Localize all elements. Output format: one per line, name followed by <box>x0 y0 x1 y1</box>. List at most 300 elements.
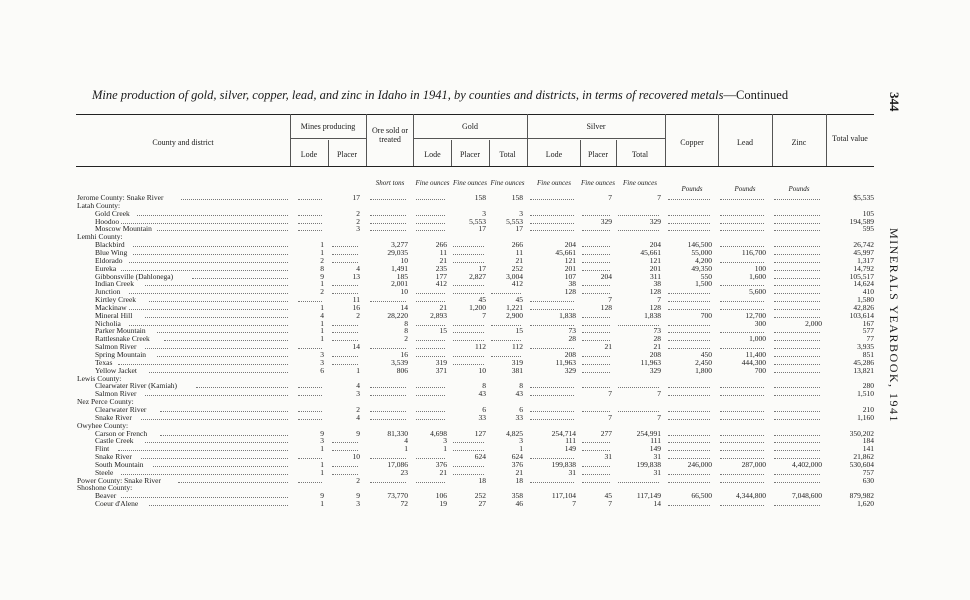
cell-s-total <box>616 382 661 390</box>
cell-zinc <box>772 437 822 445</box>
cell-lode <box>296 390 324 398</box>
cell-placer <box>330 257 360 265</box>
cell-copper <box>666 382 712 390</box>
cell-g-lode: 412 <box>435 280 447 289</box>
cell-ore <box>368 406 408 414</box>
header-silver: Silver <box>586 122 606 131</box>
cell-lode <box>296 194 324 202</box>
cell-value: 595 <box>862 225 874 234</box>
cell-s-lode: 204 <box>564 241 576 250</box>
cell-lead <box>718 280 766 288</box>
cell-g-placer <box>451 257 486 265</box>
cell-s-placer <box>580 469 612 477</box>
cell-zinc <box>772 351 822 359</box>
cell-s-lode <box>528 406 576 414</box>
cell-g-lode: 11 <box>439 248 447 257</box>
header-subrule <box>527 138 665 139</box>
cell-lead <box>718 469 766 477</box>
cell-value: 26,742 <box>853 241 874 250</box>
row-name: Blue Wing <box>95 248 128 257</box>
cell-lead: 300 <box>754 319 766 328</box>
cell-g-placer: 8 <box>482 382 486 391</box>
cell-s-total: 31 <box>653 468 661 477</box>
cell-lead: 11,400 <box>745 351 766 359</box>
cell-lode <box>296 382 324 390</box>
header-divider <box>718 114 719 166</box>
cell-value: 105 <box>862 209 874 218</box>
table-row <box>0 406 970 414</box>
row-name: Power County: Snake River <box>77 476 161 485</box>
cell-ore: 10 <box>400 288 408 297</box>
cell-value: 21,862 <box>853 453 874 462</box>
cell-lead <box>718 194 766 202</box>
dot-leader <box>118 364 289 365</box>
cell-ore <box>368 414 408 422</box>
cell-zinc <box>772 343 822 351</box>
cell-s-total <box>616 225 661 233</box>
row-name: Clearwater River (Kamiah) <box>95 382 178 391</box>
unit-silver-lode: Fine ounces <box>536 179 571 187</box>
cell-lead <box>718 500 766 508</box>
cell-g-total <box>489 320 523 328</box>
cell-placer: 2 <box>356 476 360 485</box>
cell-value: 280 <box>862 382 874 391</box>
cell-g-total: 21 <box>515 468 523 477</box>
cell-lead: 12,700 <box>745 311 766 320</box>
cell-zinc <box>772 367 822 375</box>
dot-leader <box>192 278 288 279</box>
dot-leader <box>141 458 288 459</box>
cell-lode: 6 <box>320 366 324 375</box>
row-name: Snake River <box>95 413 132 422</box>
cell-placer: 2 <box>356 311 360 320</box>
cell-zinc <box>772 390 822 398</box>
cell-zinc <box>772 445 822 453</box>
row-name: Castle Creek <box>95 437 134 446</box>
cell-g-total: 17 <box>515 225 523 234</box>
cell-ore: 16 <box>400 351 408 359</box>
cell-lode: 1 <box>320 327 324 336</box>
cell-placer: 11 <box>352 296 360 305</box>
header-gold-placer: Placer <box>460 150 480 159</box>
cell-s-total: 7 <box>657 296 661 305</box>
cell-copper <box>666 390 712 398</box>
cell-g-lode: 106 <box>435 492 447 501</box>
cell-lode: 4 <box>320 311 324 320</box>
cell-lode <box>296 477 324 485</box>
cell-g-lode: 235 <box>435 264 447 273</box>
cell-s-total: 128 <box>649 288 661 297</box>
cell-lead: 444,300 <box>741 358 766 367</box>
table-top-rule <box>76 114 874 115</box>
dot-leader <box>145 348 288 349</box>
cell-s-placer <box>580 445 612 453</box>
cell-placer: 3 <box>356 225 360 234</box>
table-row <box>0 210 970 218</box>
cell-ore: 73,770 <box>387 492 408 501</box>
cell-g-lode <box>414 210 447 218</box>
cell-g-lode: 371 <box>435 366 447 375</box>
cell-g-lode <box>414 390 447 398</box>
header-copper: Copper <box>680 138 704 147</box>
unit-ore: Short tons <box>375 179 405 187</box>
cell-value: 141 <box>862 445 874 454</box>
table-row <box>0 280 970 288</box>
table-row <box>0 304 970 312</box>
cell-zinc <box>772 304 822 312</box>
cell-g-placer: 33 <box>478 413 486 422</box>
cell-lode <box>296 453 324 461</box>
cell-s-total: 311 <box>650 272 661 281</box>
table-row <box>0 461 970 469</box>
cell-placer: 4 <box>356 413 360 422</box>
header-divider <box>366 114 367 166</box>
table-row <box>0 265 970 273</box>
cell-zinc <box>772 296 822 304</box>
cell-ore: 8 <box>404 327 408 336</box>
cell-g-placer: 17 <box>478 225 486 234</box>
dot-leader <box>129 325 288 326</box>
cell-g-placer: 252 <box>474 492 486 501</box>
dot-leader <box>149 301 288 302</box>
cell-copper <box>666 296 712 304</box>
dot-leader <box>181 199 288 200</box>
header-lead: Lead <box>737 138 753 147</box>
cell-zinc <box>772 225 822 233</box>
county-header-row <box>0 202 970 210</box>
cell-g-placer <box>451 327 486 335</box>
cell-g-total: 21 <box>515 256 523 265</box>
page-number: 344 <box>887 92 902 112</box>
cell-g-lode: 177 <box>435 272 447 281</box>
cell-g-lode <box>414 453 447 461</box>
cell-g-lode <box>414 406 447 414</box>
cell-g-placer: 10 <box>478 366 486 375</box>
cell-placer <box>330 437 360 445</box>
cell-s-total: 201 <box>649 264 661 273</box>
cell-g-total: 5,553 <box>506 217 523 226</box>
cell-g-total: 45 <box>515 296 523 305</box>
cell-value: 42,826 <box>853 303 874 312</box>
cell-copper <box>666 210 712 218</box>
table-row <box>0 351 970 359</box>
cell-g-total: 43 <box>515 390 523 399</box>
cell-lode: 1 <box>320 460 324 469</box>
cell-lead: 100 <box>754 264 766 273</box>
cell-g-lode <box>414 414 447 422</box>
cell-g-total: 381 <box>511 366 523 375</box>
cell-g-total: 252 <box>511 264 523 273</box>
county-header-row <box>0 422 970 430</box>
cell-ore <box>368 225 408 233</box>
cell-s-placer <box>580 265 612 273</box>
cell-placer: 14 <box>352 343 360 352</box>
cell-g-lode <box>414 477 447 485</box>
cell-g-placer: 158 <box>474 194 486 202</box>
cell-lead <box>718 445 766 453</box>
cell-copper <box>666 335 712 343</box>
dot-leader <box>129 309 288 310</box>
cell-s-total: 28 <box>653 335 661 344</box>
cell-g-placer: 43 <box>478 390 486 399</box>
cell-ore: 3,539 <box>391 358 408 367</box>
cell-placer: 16 <box>352 303 360 312</box>
cell-zinc: 7,048,600 <box>792 492 822 501</box>
cell-lead <box>718 453 766 461</box>
cell-s-placer <box>580 335 612 343</box>
cell-ore: 17,086 <box>387 460 408 469</box>
cell-placer <box>330 249 360 257</box>
cell-g-lode: 15 <box>439 327 447 336</box>
cell-copper: 4,200 <box>695 256 712 265</box>
cell-g-placer: 112 <box>475 343 486 352</box>
cell-ore <box>368 382 408 390</box>
dot-leader <box>157 332 289 333</box>
header-gold: Gold <box>462 122 478 131</box>
row-name: Flint <box>95 445 110 454</box>
cell-placer <box>330 469 360 477</box>
cell-g-placer: 6 <box>482 405 486 414</box>
cell-g-placer <box>451 445 486 453</box>
header-gold-lode: Lode <box>424 150 441 159</box>
dot-leader <box>149 505 288 506</box>
cell-lead <box>718 430 766 438</box>
cell-copper <box>666 406 712 414</box>
cell-s-placer <box>580 241 612 249</box>
cell-s-placer: 7 <box>608 194 612 202</box>
cell-s-placer <box>580 288 612 296</box>
cell-placer: 13 <box>352 272 360 281</box>
row-name: Mackinaw <box>95 303 127 312</box>
cell-s-placer <box>580 477 612 485</box>
cell-placer <box>330 327 360 335</box>
cell-g-total: 412 <box>511 280 523 289</box>
cell-value: 577 <box>862 327 874 336</box>
cell-copper: 49,350 <box>691 264 712 273</box>
cell-ore: 81,330 <box>387 429 408 438</box>
cell-s-placer <box>580 312 612 320</box>
cell-g-placer <box>451 437 486 445</box>
cell-s-lode <box>528 343 576 351</box>
cell-g-total: 266 <box>511 241 523 250</box>
cell-lead: 1,000 <box>749 335 766 344</box>
cell-placer: 4 <box>356 264 360 273</box>
cell-lead <box>718 210 766 218</box>
cell-s-lode <box>528 296 576 304</box>
cell-g-total: 8 <box>519 382 523 391</box>
cell-placer <box>330 241 360 249</box>
cell-zinc <box>772 249 822 257</box>
cell-value: 14,624 <box>853 280 874 289</box>
header-bottom-rule <box>76 166 874 167</box>
cell-g-placer: 1,200 <box>469 303 486 312</box>
dot-leader <box>160 411 288 412</box>
cell-copper: 2,450 <box>695 358 712 367</box>
dot-leader <box>141 419 288 420</box>
cell-lead: 1,600 <box>749 272 766 281</box>
cell-s-lode: 121 <box>564 256 576 265</box>
cell-copper <box>666 343 712 351</box>
dot-leader <box>118 450 289 451</box>
row-name: Nez Perce County: <box>77 398 134 407</box>
cell-s-total <box>616 406 661 414</box>
table-row <box>0 390 970 398</box>
header-divider <box>826 114 827 166</box>
table-row <box>0 492 970 500</box>
row-name: Parker Mountain <box>95 327 146 336</box>
cell-lode: 1 <box>320 500 324 509</box>
unit-silver-placer: Fine ounces <box>580 179 615 187</box>
cell-g-lode <box>414 320 447 328</box>
unit-copper: Pounds <box>681 185 703 193</box>
cell-value: $5,535 <box>853 194 874 202</box>
cell-value: 167 <box>862 319 874 328</box>
cell-copper <box>666 304 712 312</box>
row-name: Beaver <box>95 492 117 501</box>
cell-value: 879,982 <box>849 492 874 501</box>
row-name: Junction <box>95 288 121 297</box>
cell-copper <box>666 469 712 477</box>
dot-leader <box>145 442 288 443</box>
cell-ore: 806 <box>396 366 408 375</box>
cell-lode: 1 <box>320 445 324 454</box>
header-divider <box>451 140 452 166</box>
cell-copper: 66,500 <box>691 492 712 501</box>
cell-copper <box>666 453 712 461</box>
cell-g-lode <box>414 218 447 226</box>
cell-copper: 550 <box>700 272 712 281</box>
cell-s-total: 7 <box>657 390 661 399</box>
cell-s-placer: 21 <box>604 343 612 352</box>
cell-s-total: 121 <box>649 256 661 265</box>
cell-s-placer <box>580 367 612 375</box>
dot-leader <box>129 262 288 263</box>
row-name: Mineral Hill <box>95 311 133 320</box>
cell-s-lode: 201 <box>564 264 576 273</box>
row-name: Lemhi County: <box>77 233 123 242</box>
cell-lead <box>718 382 766 390</box>
cell-zinc <box>772 430 822 438</box>
row-name: Steele <box>95 468 114 477</box>
cell-ore <box>368 453 408 461</box>
cell-value: 14,792 <box>853 264 874 273</box>
cell-s-placer <box>580 249 612 257</box>
cell-value: 103,614 <box>849 311 874 320</box>
cell-s-placer: 277 <box>600 429 612 438</box>
table-row <box>0 430 970 438</box>
cell-copper <box>666 430 712 438</box>
dot-leader <box>129 293 288 294</box>
header-ore: Ore sold or treated <box>372 126 408 144</box>
cell-placer <box>330 461 360 469</box>
table-row <box>0 437 970 445</box>
cell-s-total: 21 <box>653 343 661 352</box>
cell-lode <box>296 414 324 422</box>
cell-g-lode: 21 <box>439 256 447 265</box>
cell-ore: 10 <box>400 256 408 265</box>
cell-g-total: 11 <box>515 248 523 257</box>
cell-s-lode <box>528 382 576 390</box>
cell-s-placer: 204 <box>600 272 612 281</box>
cell-ore: 3,277 <box>391 241 408 250</box>
dot-leader <box>160 435 288 436</box>
cell-s-placer <box>580 280 612 288</box>
dot-leader <box>121 270 288 271</box>
row-name: Yellow Jacket <box>95 366 137 375</box>
header-divider <box>290 114 291 166</box>
unit-gold-placer: Fine ounces <box>452 179 487 187</box>
row-name: Texas <box>95 358 113 367</box>
cell-g-total: 158 <box>511 194 523 202</box>
cell-s-lode: 38 <box>568 280 576 289</box>
unit-zinc: Pounds <box>788 185 810 193</box>
cell-placer: 3 <box>356 390 360 399</box>
cell-g-placer <box>451 469 486 477</box>
cell-ore: 1 <box>404 445 408 454</box>
cell-value: 105,517 <box>849 272 874 281</box>
county-header-row <box>0 233 970 241</box>
cell-copper <box>666 500 712 508</box>
cell-ore <box>368 218 408 226</box>
cell-s-placer <box>580 382 612 390</box>
cell-lead <box>718 225 766 233</box>
cell-lode: 1 <box>320 303 324 312</box>
table-row <box>0 288 970 296</box>
row-name: Owyhee County: <box>77 421 129 430</box>
cell-s-total: 73 <box>653 327 661 336</box>
cell-s-lode <box>528 390 576 398</box>
table-row <box>0 382 970 390</box>
caption-continued: —Continued <box>723 88 789 102</box>
row-name: Lewis County: <box>77 374 122 383</box>
cell-value: 210 <box>862 405 874 414</box>
cell-g-total: 319 <box>511 358 523 367</box>
cell-g-total: 3 <box>519 209 523 218</box>
cell-g-placer <box>451 335 486 343</box>
cell-s-total: 254,991 <box>636 429 661 438</box>
cell-value: 45,286 <box>853 358 874 367</box>
cell-lead <box>718 327 766 335</box>
header-zinc: Zinc <box>791 138 807 147</box>
cell-g-total: 18 <box>515 476 523 485</box>
cell-g-lode: 376 <box>435 460 447 469</box>
cell-placer: 4 <box>356 382 360 391</box>
cell-g-lode: 21 <box>439 468 447 477</box>
row-name: Jerome County: Snake River <box>77 194 164 202</box>
cell-zinc <box>772 194 822 202</box>
cell-lead: 700 <box>754 366 766 375</box>
cell-value: 1,580 <box>857 296 874 305</box>
header-mines-lode: Lode <box>300 150 318 159</box>
table-row <box>0 343 970 351</box>
cell-s-placer <box>580 437 612 445</box>
cell-value: 45,997 <box>853 248 874 257</box>
cell-lode: 3 <box>320 358 324 367</box>
cell-g-total: 4,825 <box>506 429 523 438</box>
cell-g-lode <box>414 288 447 296</box>
cell-value: 757 <box>862 468 874 477</box>
cell-g-lode <box>414 194 447 202</box>
cell-placer <box>330 351 360 359</box>
cell-value: 1,510 <box>857 390 874 399</box>
cell-s-lode <box>528 320 576 328</box>
cell-value: 1,620 <box>857 500 874 509</box>
dot-leader <box>145 285 288 286</box>
cell-placer: 3 <box>356 500 360 509</box>
cell-copper <box>666 288 712 296</box>
table-row <box>0 445 970 453</box>
row-name: Shoshone County: <box>77 484 133 493</box>
